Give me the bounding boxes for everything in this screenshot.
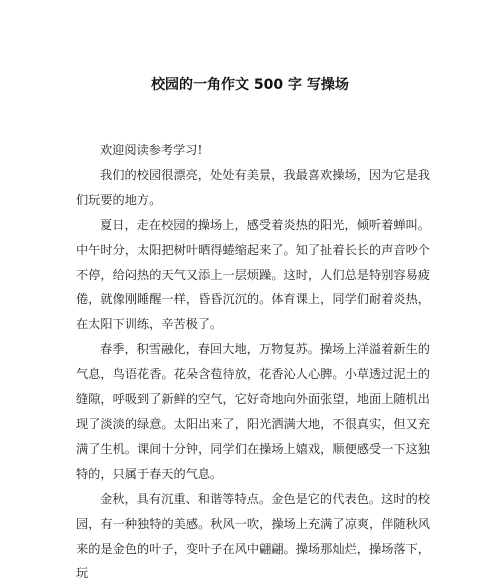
document-body — [76, 138, 430, 586]
paragraph-autumn: 金秋，具有沉重、和谐等特点。金色是它的代表色。这时的校园，有一种独特的美感。秋风一吹，操场上充满了凉爽，伴随秋风来的是金色的叶子，变叶子在风中翩翩。操场那灿烂，操场落下，玩 — [76, 491, 430, 581]
intro-paragraph: 欢迎阅读参考学习! — [100, 143, 203, 157]
paragraph-summer: 夏日，走在校园的操场上，感受着炎热的阳光，倾听着蝉叫。中午时分，太阳把树叶晒得蜷缩起来了。知了扯着长长的声音吵个不停，给闷热的天气又添上一层烦躁。这时，人们总是特别容易疲倦，就像刚睡醒一样，昏昏沉沉的。体育课上，同学们耐着炎热，在太阳下训练，辛苦极了。 — [76, 217, 430, 332]
paragraph-campus: 我们的校园很漂亮，处处有美景，我最喜欢操场，因为它是我们玩要的地方。 — [76, 167, 430, 207]
paragraph-spring: 春季，积雪融化，春回大地，万物复苏。操场上洋溢着新生的气息，鸟语花香。花朵含苞待放，花香沁人心脾。小草透过泥土的缝隙，呼吸到了新鲜的空气，它好奇地向外面张望，地面上随机出现了淡淡的绿意。太阳出来了，阳光洒满大地，不很真实，但又充满了生机。课间十分钟，同学们在操场上嬉戏，顺便感受一下这独特的，只属于春天的气息。 — [76, 342, 430, 481]
document-title: 校园的一角作文 500 字 写操场 — [151, 77, 349, 93]
